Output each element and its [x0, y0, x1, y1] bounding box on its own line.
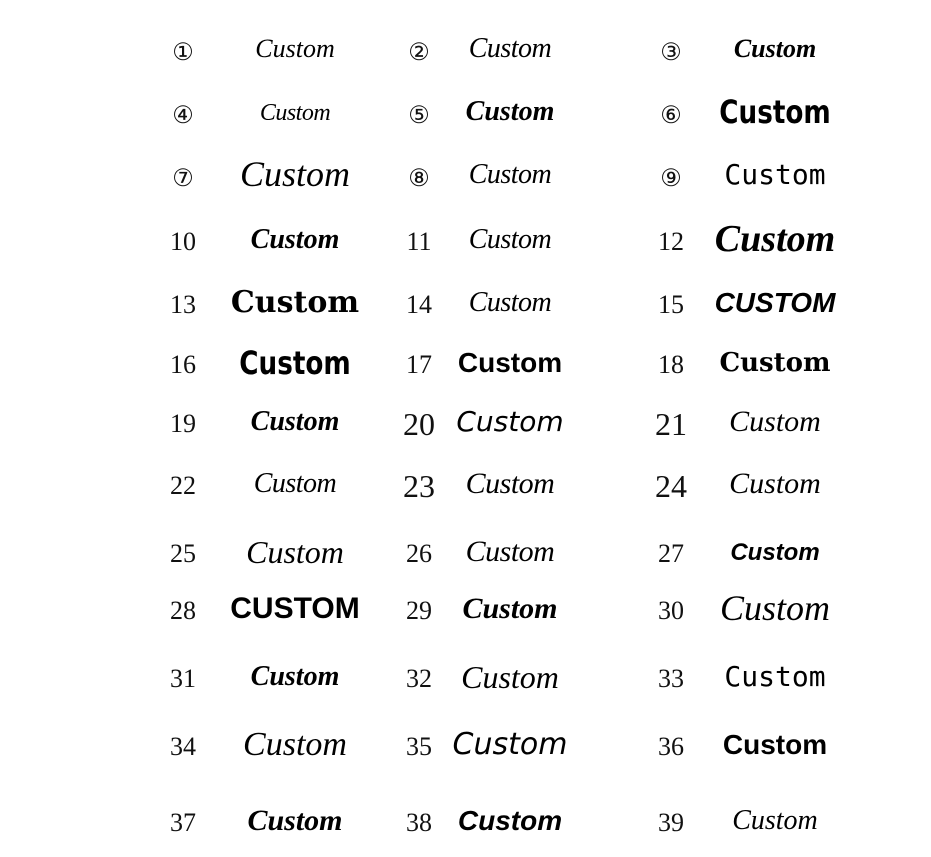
- font-sample-text: Custom: [729, 405, 821, 438]
- sample-number: 15: [658, 290, 684, 320]
- sample-number: ②: [408, 39, 430, 66]
- sample-number: 37: [170, 808, 196, 838]
- font-sample-text: CUSTOM: [714, 287, 836, 319]
- sample-number: ③: [660, 39, 682, 66]
- sample-number: 10: [170, 227, 196, 257]
- font-sample-text: Custom: [461, 658, 559, 695]
- font-sample-text: Custom: [250, 224, 340, 256]
- font-sample-text: Custom: [714, 218, 836, 261]
- font-sample-text: Custom: [733, 34, 817, 64]
- sample-number: 25: [170, 539, 196, 569]
- font-sample-text: Custom: [468, 287, 552, 319]
- sample-number: 23: [403, 467, 435, 504]
- font-sample-text: Custom: [243, 725, 347, 763]
- font-sample-text: Custom: [457, 805, 563, 837]
- font-sample-text: Custom: [255, 34, 335, 64]
- font-sample-text: Custom: [457, 347, 563, 379]
- sample-number: 30: [658, 596, 684, 626]
- font-sample-text: Custom: [468, 224, 552, 256]
- sample-number: 11: [406, 227, 432, 257]
- font-sample-text: Custom: [239, 343, 351, 382]
- sample-number: 14: [406, 290, 432, 320]
- sample-number: 12: [658, 227, 684, 257]
- font-sample-text: Custom: [230, 285, 360, 320]
- sample-number: ⑤: [408, 102, 430, 129]
- sample-number: 20: [403, 405, 435, 442]
- font-sample-text: Custom: [719, 348, 831, 379]
- font-sample-text: Custom: [239, 154, 351, 195]
- font-sample-text: Custom: [722, 729, 828, 761]
- font-sample-text: Custom: [456, 405, 564, 439]
- font-sample-text: Custom: [247, 804, 343, 837]
- sample-number: 16: [170, 350, 196, 380]
- sample-number: 35: [406, 732, 432, 762]
- sample-number: 24: [655, 467, 687, 504]
- font-sample-text: Custom: [730, 538, 820, 566]
- font-sample-text: Custom: [729, 467, 821, 500]
- font-sample-text: Custom: [250, 661, 340, 693]
- sample-number: 39: [658, 808, 684, 838]
- sample-number: 31: [170, 664, 196, 694]
- sample-number: 27: [658, 539, 684, 569]
- sample-number: 21: [655, 405, 687, 442]
- font-sample-text: Custom: [724, 660, 826, 694]
- sample-number: 22: [170, 471, 196, 501]
- sample-number: 17: [406, 350, 432, 380]
- sample-number: ⑦: [172, 165, 194, 192]
- font-sample-text: Custom: [253, 468, 337, 500]
- sample-number: 18: [658, 350, 684, 380]
- font-sample-text: Custom: [732, 805, 818, 837]
- font-sample-text: Custom: [468, 33, 552, 65]
- font-sample-text: Custom: [465, 535, 555, 568]
- font-sample-text: Custom: [259, 99, 331, 126]
- sample-number: 38: [406, 808, 432, 838]
- font-sample-text: Custom: [250, 406, 340, 438]
- sample-number: 34: [170, 732, 196, 762]
- font-sample-text: Custom: [719, 92, 831, 131]
- font-sample-text: Custom: [468, 159, 552, 191]
- sample-number: ④: [172, 102, 194, 129]
- sample-number: 13: [170, 290, 196, 320]
- sample-number: 36: [658, 732, 684, 762]
- sample-number: ⑧: [408, 165, 430, 192]
- font-sample-text: Custom: [724, 158, 826, 192]
- sample-number: ⑥: [660, 102, 682, 129]
- font-sample-text: Custom: [465, 467, 555, 500]
- sample-number: 19: [170, 409, 196, 439]
- sample-number: 33: [658, 664, 684, 694]
- sample-number: 29: [406, 596, 432, 626]
- font-sample-text: Custom: [462, 592, 558, 625]
- sample-number: 26: [406, 539, 432, 569]
- font-sample-text: Custom: [246, 533, 344, 570]
- font-sample-text: Custom: [452, 727, 568, 762]
- font-sample-text: Custom: [719, 588, 831, 629]
- font-sample-text: CUSTOM: [230, 592, 360, 625]
- sample-number: ①: [172, 39, 194, 66]
- sample-number: 32: [406, 664, 432, 694]
- font-sample-text: Custom: [465, 96, 555, 128]
- sample-number: ⑨: [660, 165, 682, 192]
- sample-number: 28: [170, 596, 196, 626]
